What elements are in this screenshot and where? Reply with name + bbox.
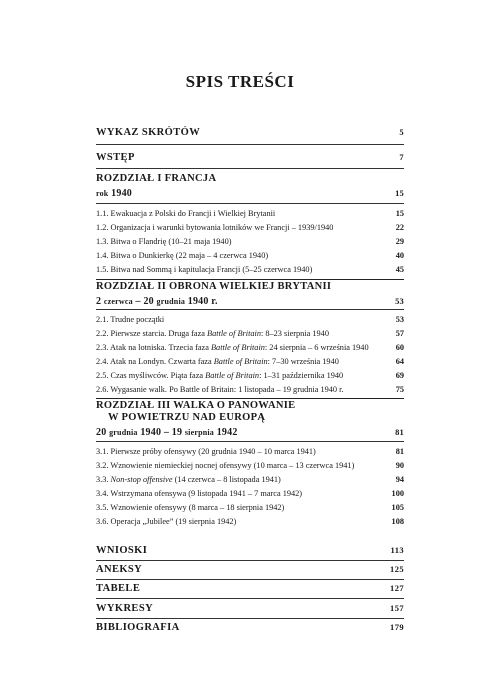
divider (96, 560, 404, 561)
toc-entry-2-4[interactable]: 2.4. Atak na Londyn. Czwarta faza Battle of Britain: 7–30 września 1940 64 (96, 357, 404, 366)
toc-entry-2-5[interactable]: 2.5. Czas myśliwców. Piąta faza Battle of Britain: 1–31 października 1940 69 (96, 371, 404, 380)
page-title: SPIS TREŚCI (185, 72, 295, 91)
chapter-2-heading[interactable]: ROZDZIAŁ II OBRONA WIELKIEJ BRYTANII (96, 281, 332, 292)
toc-entry-2-6[interactable]: 2.6. Wygasanie walk. Po Battle of Britain: 1 listopada – 19 grudnia 1940 r. 75 (96, 385, 404, 394)
divider (96, 203, 404, 204)
toc-entry-wykaz[interactable] (96, 125, 404, 140)
divider (96, 579, 404, 580)
toc-entry-3-5[interactable]: 3.5. Wznowienie ofensywy (8 marca – 18 sierpnia 1942) 105 (96, 503, 404, 512)
toc-entry-wnioski[interactable]: WNIOSKI 113 (96, 545, 404, 556)
toc-entry-tabele[interactable]: TABELE 127 (96, 583, 404, 594)
toc-entry-wstep[interactable] (96, 150, 404, 165)
toc-entry-2-1[interactable]: 2.1. Trudne początki 53 (96, 315, 404, 324)
toc-entry-1-3[interactable]: 1.3. Bitwa o Flandrię (10–21 maja 1940) 29 (96, 237, 404, 246)
divider (96, 618, 404, 619)
entry-page: 15 (395, 188, 404, 198)
toc-entry-aneksy[interactable]: ANEKSY 125 (96, 564, 404, 575)
divider (96, 144, 404, 145)
toc-entry-3-2[interactable]: 3.2. Wznowienie niemieckiej nocnej ofensywy (10 marca – 13 czerwca 1941) 90 (96, 461, 404, 470)
toc-entry-2-3[interactable]: 2.3. Atak na lotniska. Trzecia faza Battle of Britain: 24 sierpnia – 6 września 1940 60 (96, 343, 404, 352)
entry-page: 5 (399, 127, 404, 137)
toc-entry-3-6[interactable]: 3.6. Operacja „Jubilee” (19 sierpnia 1942) 108 (96, 517, 404, 526)
toc-entry-3-3[interactable]: 3.3. Non-stop offensive (14 czerwca – 8 listopada 1941) 94 (96, 475, 404, 484)
toc-entry-1-1[interactable]: 1.1. Ewakuacja z Polski do Francji i Wielkiej Brytanii 15 (96, 209, 404, 218)
chapter-1-period[interactable]: rok 1940 15 (96, 188, 404, 199)
entry-page: 53 (395, 296, 404, 306)
chapter-2-period[interactable]: 2 czerwca – 20 grudnia 1940 r. 53 (96, 296, 404, 307)
toc-entry-1-2[interactable]: 1.2. Organizacja i warunki bytowania lotników we Francji – 1939/1940 22 (96, 223, 404, 232)
divider (96, 441, 404, 442)
divider (96, 309, 404, 310)
toc-entry-wykresy[interactable]: WYKRESY 157 (96, 603, 404, 614)
entry-page: 81 (395, 427, 404, 437)
chapter-3-heading-line-2[interactable]: W POWIETRZU NAD EUROPĄ (108, 412, 266, 423)
toc-entry-3-4[interactable]: 3.4. Wstrzymana ofensywa (9 listopada 1941 – 7 marca 1942) 100 (96, 489, 404, 498)
toc-entry-1-4[interactable]: 1.4. Bitwa o Dunkierkę (22 maja – 4 czerwca 1940) 40 (96, 251, 404, 260)
divider (96, 598, 404, 599)
entry-page: 7 (399, 152, 404, 162)
chapter-1-heading[interactable]: ROZDZIAŁ I FRANCJA (96, 173, 217, 184)
toc-entry-bibliografia[interactable]: BIBLIOGRAFIA 179 (96, 622, 404, 633)
entry-label: WSTĘP (96, 152, 135, 163)
toc-entry-1-5[interactable]: 1.5. Bitwa nad Sommą i kapitulacja Francji (5–25 czerwca 1940) 45 (96, 265, 404, 274)
entry-label: WYKAZ SKRÓTÓW (96, 127, 201, 138)
toc-entry-3-1[interactable]: 3.1. Pierwsze próby ofensywy (20 grudnia 1940 – 10 marca 1941) 81 (96, 447, 404, 456)
divider (96, 168, 404, 169)
chapter-3-heading-line-1[interactable]: ROZDZIAŁ III WALKA O PANOWANIE (96, 400, 296, 411)
chapter-3-period[interactable]: 20 grudnia 1940 – 19 sierpnia 1942 81 (96, 427, 404, 438)
toc-entry-2-2[interactable]: 2.2. Pierwsze starcia. Druga faza Battle of Britain: 8–23 sierpnia 1940 57 (96, 329, 404, 338)
